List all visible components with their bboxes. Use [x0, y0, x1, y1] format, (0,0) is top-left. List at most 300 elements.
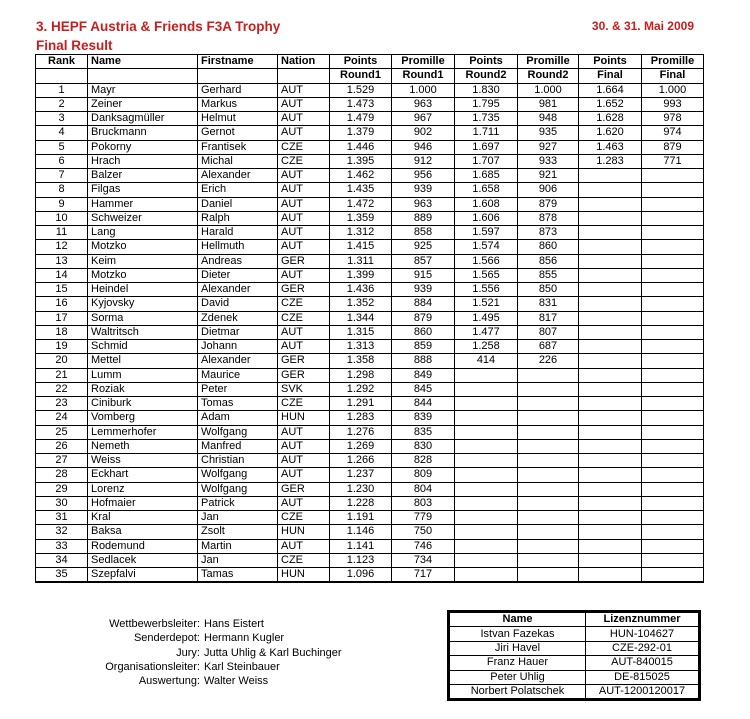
table-cell: 779 [392, 511, 455, 525]
table-cell: AUT [278, 97, 330, 111]
table-cell: 1.415 [330, 240, 392, 254]
table-cell: 978 [642, 112, 704, 126]
staff-row [60, 674, 342, 688]
table-cell: 1.228 [330, 496, 392, 510]
table-cell: 873 [518, 226, 579, 240]
table-cell: Mettel [88, 354, 198, 368]
table-row [36, 311, 704, 325]
table-cell: 860 [392, 325, 455, 339]
table-cell [579, 525, 642, 539]
table-cell: 879 [392, 311, 455, 325]
table-cell: GER [278, 254, 330, 268]
table-cell [579, 354, 642, 368]
table-cell: 5 [36, 140, 88, 154]
table-cell: AUT [278, 325, 330, 339]
table-cell [518, 496, 579, 510]
column-subheader: Round1 [392, 69, 455, 83]
table-cell [642, 211, 704, 225]
table-cell: 1.146 [330, 525, 392, 539]
table-cell: 771 [642, 154, 704, 168]
table-cell [455, 511, 518, 525]
table-cell: 1.574 [455, 240, 518, 254]
table-cell: Motzko [88, 268, 198, 282]
table-cell [579, 382, 642, 396]
table-row [36, 454, 704, 468]
table-cell: 15 [36, 283, 88, 297]
staff-role: Jury: [176, 646, 200, 659]
table-cell: 1.472 [330, 197, 392, 211]
staff-row [60, 631, 342, 645]
table-cell: 27 [36, 454, 88, 468]
table-cell [455, 411, 518, 425]
table-cell [579, 268, 642, 282]
license-column-header: Lizenznummer [586, 613, 699, 627]
table-cell: 878 [518, 211, 579, 225]
table-cell [579, 425, 642, 439]
table-row [36, 197, 704, 211]
staff-person: Hermann Kugler [204, 632, 285, 645]
table-cell: 1.795 [455, 97, 518, 111]
table-cell: 1.312 [330, 226, 392, 240]
staff-row [60, 617, 342, 631]
column-header: Promille [518, 55, 579, 69]
table-cell: Johann [198, 340, 278, 354]
table-cell: 30 [36, 496, 88, 510]
table-cell: Kral [88, 511, 198, 525]
table-cell [579, 482, 642, 496]
table-cell: Waltritsch [88, 325, 198, 339]
table-cell [642, 482, 704, 496]
table-cell [642, 240, 704, 254]
document-subtitle: Final Result [36, 38, 113, 53]
table-cell [455, 397, 518, 411]
table-row [36, 368, 704, 382]
table-cell: 25 [36, 425, 88, 439]
table-cell: 1.292 [330, 382, 392, 396]
table-cell [642, 539, 704, 553]
table-cell [518, 568, 579, 583]
table-cell: 1.735 [455, 112, 518, 126]
table-cell [579, 254, 642, 268]
column-header: Points [579, 55, 642, 69]
table-cell: 1.436 [330, 283, 392, 297]
table-row [36, 254, 704, 268]
table-cell: Gernot [198, 126, 278, 140]
table-cell: Andreas [198, 254, 278, 268]
table-cell: Vomberg [88, 411, 198, 425]
table-cell: Erich [198, 183, 278, 197]
table-cell: AUT [278, 240, 330, 254]
table-cell: 1.707 [455, 154, 518, 168]
table-cell [579, 183, 642, 197]
table-cell: Schweizer [88, 211, 198, 225]
table-row [36, 468, 704, 482]
table-cell: Hofmaier [88, 496, 198, 510]
table-cell [455, 454, 518, 468]
table-cell: 925 [392, 240, 455, 254]
table-row [36, 382, 704, 396]
table-cell: Tamas [198, 568, 278, 583]
table-row [36, 140, 704, 154]
table-cell: 1.446 [330, 140, 392, 154]
table-cell [518, 425, 579, 439]
table-cell: 974 [642, 126, 704, 140]
table-cell [518, 411, 579, 425]
table-cell [579, 340, 642, 354]
staff-role: Senderdepot: [133, 632, 200, 645]
table-cell [579, 468, 642, 482]
table-row [36, 325, 704, 339]
table-cell: 1.711 [455, 126, 518, 140]
table-cell: Martin [198, 539, 278, 553]
table-row [36, 568, 704, 583]
table-cell: 804 [392, 482, 455, 496]
table-cell: Mayr [88, 83, 198, 97]
column-header: Rank [36, 55, 88, 69]
table-cell: 1.566 [455, 254, 518, 268]
table-cell [579, 496, 642, 510]
table-cell: 963 [392, 197, 455, 211]
table-cell: 24 [36, 411, 88, 425]
table-row [36, 211, 704, 225]
table-cell [642, 568, 704, 583]
table-cell: 889 [392, 211, 455, 225]
table-cell: Wolfgang [198, 425, 278, 439]
table-cell: 1.495 [455, 311, 518, 325]
table-cell: 956 [392, 169, 455, 183]
table-cell: Frantisek [198, 140, 278, 154]
table-cell: 687 [518, 340, 579, 354]
table-cell: Sedlacek [88, 553, 198, 567]
table-cell: Lemmerhofer [88, 425, 198, 439]
table-row [36, 539, 704, 553]
table-cell: Lang [88, 226, 198, 240]
staff-person: Karl Steinbauer [204, 660, 280, 673]
table-cell [455, 539, 518, 553]
table-cell: AUT [278, 83, 330, 97]
table-cell: 835 [392, 425, 455, 439]
table-cell [455, 525, 518, 539]
table-cell: 1.463 [579, 140, 642, 154]
table-cell [579, 568, 642, 583]
column-subheader: Final [642, 69, 704, 83]
table-cell [642, 297, 704, 311]
table-cell: Hrach [88, 154, 198, 168]
table-cell: 13 [36, 254, 88, 268]
table-cell: Markus [198, 97, 278, 111]
table-cell: Alexander [198, 169, 278, 183]
table-cell [642, 183, 704, 197]
table-cell [518, 382, 579, 396]
table-cell: Nemeth [88, 439, 198, 453]
table-cell: Zdenek [198, 311, 278, 325]
table-cell: 1.276 [330, 425, 392, 439]
table-cell: 933 [518, 154, 579, 168]
table-cell: 939 [392, 183, 455, 197]
table-cell: AUT [278, 340, 330, 354]
table-cell [642, 169, 704, 183]
table-cell: 1.266 [330, 454, 392, 468]
table-cell: 17 [36, 311, 88, 325]
table-cell: 921 [518, 169, 579, 183]
table-cell: 734 [392, 553, 455, 567]
table-cell: 16 [36, 297, 88, 311]
table-cell: 879 [518, 197, 579, 211]
table-cell: 31 [36, 511, 88, 525]
table-cell: Szepfalvi [88, 568, 198, 583]
table-cell: 1.473 [330, 97, 392, 111]
table-cell [518, 439, 579, 453]
table-cell: 1.141 [330, 539, 392, 553]
license-cell: Norbert Polatschek [450, 684, 586, 698]
table-cell: Hellmuth [198, 240, 278, 254]
document-title: 3. HEPF Austria & Friends F3A Trophy [36, 19, 281, 34]
table-cell: AUT [278, 112, 330, 126]
table-cell: 1.597 [455, 226, 518, 240]
staff-role: Organisationsleiter: [105, 660, 200, 673]
table-cell: 902 [392, 126, 455, 140]
results-table [35, 54, 704, 583]
table-cell: 1.697 [455, 140, 518, 154]
table-row [36, 183, 704, 197]
table-cell: 1.096 [330, 568, 392, 583]
table-cell: 18 [36, 325, 88, 339]
column-header: Nation [278, 55, 330, 69]
table-cell: Lumm [88, 368, 198, 382]
table-row [36, 83, 704, 97]
table-row [36, 112, 704, 126]
table-cell: HUN [278, 568, 330, 583]
table-cell: 803 [392, 496, 455, 510]
table-cell: Michal [198, 154, 278, 168]
table-cell [642, 325, 704, 339]
table-cell: 6 [36, 154, 88, 168]
table-cell: 1.283 [579, 154, 642, 168]
table-cell: AUT [278, 226, 330, 240]
table-cell: 1.399 [330, 268, 392, 282]
staff-row [60, 646, 342, 660]
table-cell [642, 511, 704, 525]
table-cell: 888 [392, 354, 455, 368]
table-cell: 1.352 [330, 297, 392, 311]
table-cell [579, 511, 642, 525]
table-cell: 946 [392, 140, 455, 154]
table-cell: 948 [518, 112, 579, 126]
table-cell: David [198, 297, 278, 311]
staff-list [60, 617, 342, 688]
table-cell [642, 382, 704, 396]
table-cell: 831 [518, 297, 579, 311]
license-cell: CZE-292-01 [586, 641, 699, 655]
table-cell: GER [278, 354, 330, 368]
table-cell: 750 [392, 525, 455, 539]
table-cell: 226 [518, 354, 579, 368]
subheader-row [36, 69, 704, 83]
table-row [36, 354, 704, 368]
table-cell: 1.344 [330, 311, 392, 325]
table-cell: AUT [278, 425, 330, 439]
table-row [36, 511, 704, 525]
table-cell: 1.269 [330, 439, 392, 453]
table-cell: AUT [278, 454, 330, 468]
table-cell: Christian [198, 454, 278, 468]
table-cell [579, 283, 642, 297]
table-cell: 809 [392, 468, 455, 482]
table-cell [642, 368, 704, 382]
table-row [36, 340, 704, 354]
table-cell: Peter [198, 382, 278, 396]
table-row [36, 97, 704, 111]
table-cell: Wolfgang [198, 482, 278, 496]
table-cell: 850 [518, 283, 579, 297]
table-cell: 855 [518, 268, 579, 282]
table-row [36, 553, 704, 567]
table-cell [642, 496, 704, 510]
license-row [450, 656, 699, 670]
license-table [449, 612, 699, 699]
column-subheader: Round2 [455, 69, 518, 83]
table-cell: Jan [198, 553, 278, 567]
table-row [36, 240, 704, 254]
table-cell: Eckhart [88, 468, 198, 482]
table-cell: 1.359 [330, 211, 392, 225]
table-cell: Ralph [198, 211, 278, 225]
table-cell: 807 [518, 325, 579, 339]
table-cell: HUN [278, 525, 330, 539]
license-cell: Istvan Fazekas [450, 627, 586, 641]
table-cell [642, 425, 704, 439]
table-cell: Hammer [88, 197, 198, 211]
table-cell: 1.258 [455, 340, 518, 354]
table-row [36, 268, 704, 282]
license-cell: Peter Uhlig [450, 670, 586, 684]
table-cell: Harald [198, 226, 278, 240]
staff-row [60, 660, 342, 674]
table-cell: 1.606 [455, 211, 518, 225]
table-cell: 963 [392, 97, 455, 111]
table-cell: 1.620 [579, 126, 642, 140]
table-cell: 1.230 [330, 482, 392, 496]
table-cell: 9 [36, 197, 88, 211]
table-cell: 857 [392, 254, 455, 268]
column-subheader: Final [579, 69, 642, 83]
table-cell: Rodemund [88, 539, 198, 553]
table-cell: Daniel [198, 197, 278, 211]
table-cell: 915 [392, 268, 455, 282]
table-cell [642, 340, 704, 354]
table-cell: 23 [36, 397, 88, 411]
table-cell [642, 525, 704, 539]
table-cell: GER [278, 482, 330, 496]
table-cell [518, 454, 579, 468]
table-cell: Ciniburk [88, 397, 198, 411]
table-cell: 414 [455, 354, 518, 368]
table-row [36, 154, 704, 168]
column-subheader [278, 69, 330, 83]
column-header: Points [455, 55, 518, 69]
table-cell [455, 468, 518, 482]
table-cell: CZE [278, 297, 330, 311]
table-row [36, 169, 704, 183]
table-cell [579, 368, 642, 382]
table-cell: 34 [36, 553, 88, 567]
table-cell: AUT [278, 211, 330, 225]
license-row [450, 670, 699, 684]
column-header: Name [88, 55, 198, 69]
table-cell: SVK [278, 382, 330, 396]
license-cell: AUT-1200120017 [586, 684, 699, 698]
table-cell: CZE [278, 154, 330, 168]
table-cell: 35 [36, 568, 88, 583]
table-row [36, 525, 704, 539]
header-row [36, 55, 704, 69]
document-date: 30. & 31. Mai 2009 [591, 19, 694, 33]
column-subheader: Round2 [518, 69, 579, 83]
license-row [450, 684, 699, 698]
table-cell: 927 [518, 140, 579, 154]
license-column-header: Name [450, 613, 586, 627]
table-cell [579, 397, 642, 411]
table-cell: 21 [36, 368, 88, 382]
table-cell: 912 [392, 154, 455, 168]
table-cell: AUT [278, 197, 330, 211]
table-cell: Patrick [198, 496, 278, 510]
table-cell [455, 496, 518, 510]
table-cell: Dieter [198, 268, 278, 282]
table-cell: Danksagmüller [88, 112, 198, 126]
license-cell: Jiri Havel [450, 641, 586, 655]
table-cell: 1.313 [330, 340, 392, 354]
table-cell [642, 454, 704, 468]
table-cell [518, 482, 579, 496]
table-cell [642, 411, 704, 425]
license-row [450, 641, 699, 655]
table-cell [642, 254, 704, 268]
table-cell: 1.000 [392, 83, 455, 97]
table-cell: 29 [36, 482, 88, 496]
table-cell [518, 553, 579, 567]
license-header-row [450, 613, 699, 627]
table-cell: Alexander [198, 354, 278, 368]
column-header: Firstname [198, 55, 278, 69]
column-header: Promille [392, 55, 455, 69]
table-cell: Lorenz [88, 482, 198, 496]
table-cell: 849 [392, 368, 455, 382]
table-cell: 1.311 [330, 254, 392, 268]
table-row [36, 126, 704, 140]
table-cell: 2 [36, 97, 88, 111]
table-cell: Baksa [88, 525, 198, 539]
staff-role: Wettbewerbsleiter: [109, 618, 200, 630]
table-cell: Tomas [198, 397, 278, 411]
table-cell [455, 482, 518, 496]
table-cell: 12 [36, 240, 88, 254]
table-cell: Weiss [88, 454, 198, 468]
table-cell: 884 [392, 297, 455, 311]
table-cell: Maurice [198, 368, 278, 382]
table-cell: AUT [278, 468, 330, 482]
table-cell: 14 [36, 268, 88, 282]
column-subheader [36, 69, 88, 83]
table-cell: Keim [88, 254, 198, 268]
table-cell: 993 [642, 97, 704, 111]
table-cell: Pokorny [88, 140, 198, 154]
table-cell: 10 [36, 211, 88, 225]
column-subheader: Round1 [330, 69, 392, 83]
table-cell: 935 [518, 126, 579, 140]
table-cell: 1.664 [579, 83, 642, 97]
table-cell: CZE [278, 397, 330, 411]
